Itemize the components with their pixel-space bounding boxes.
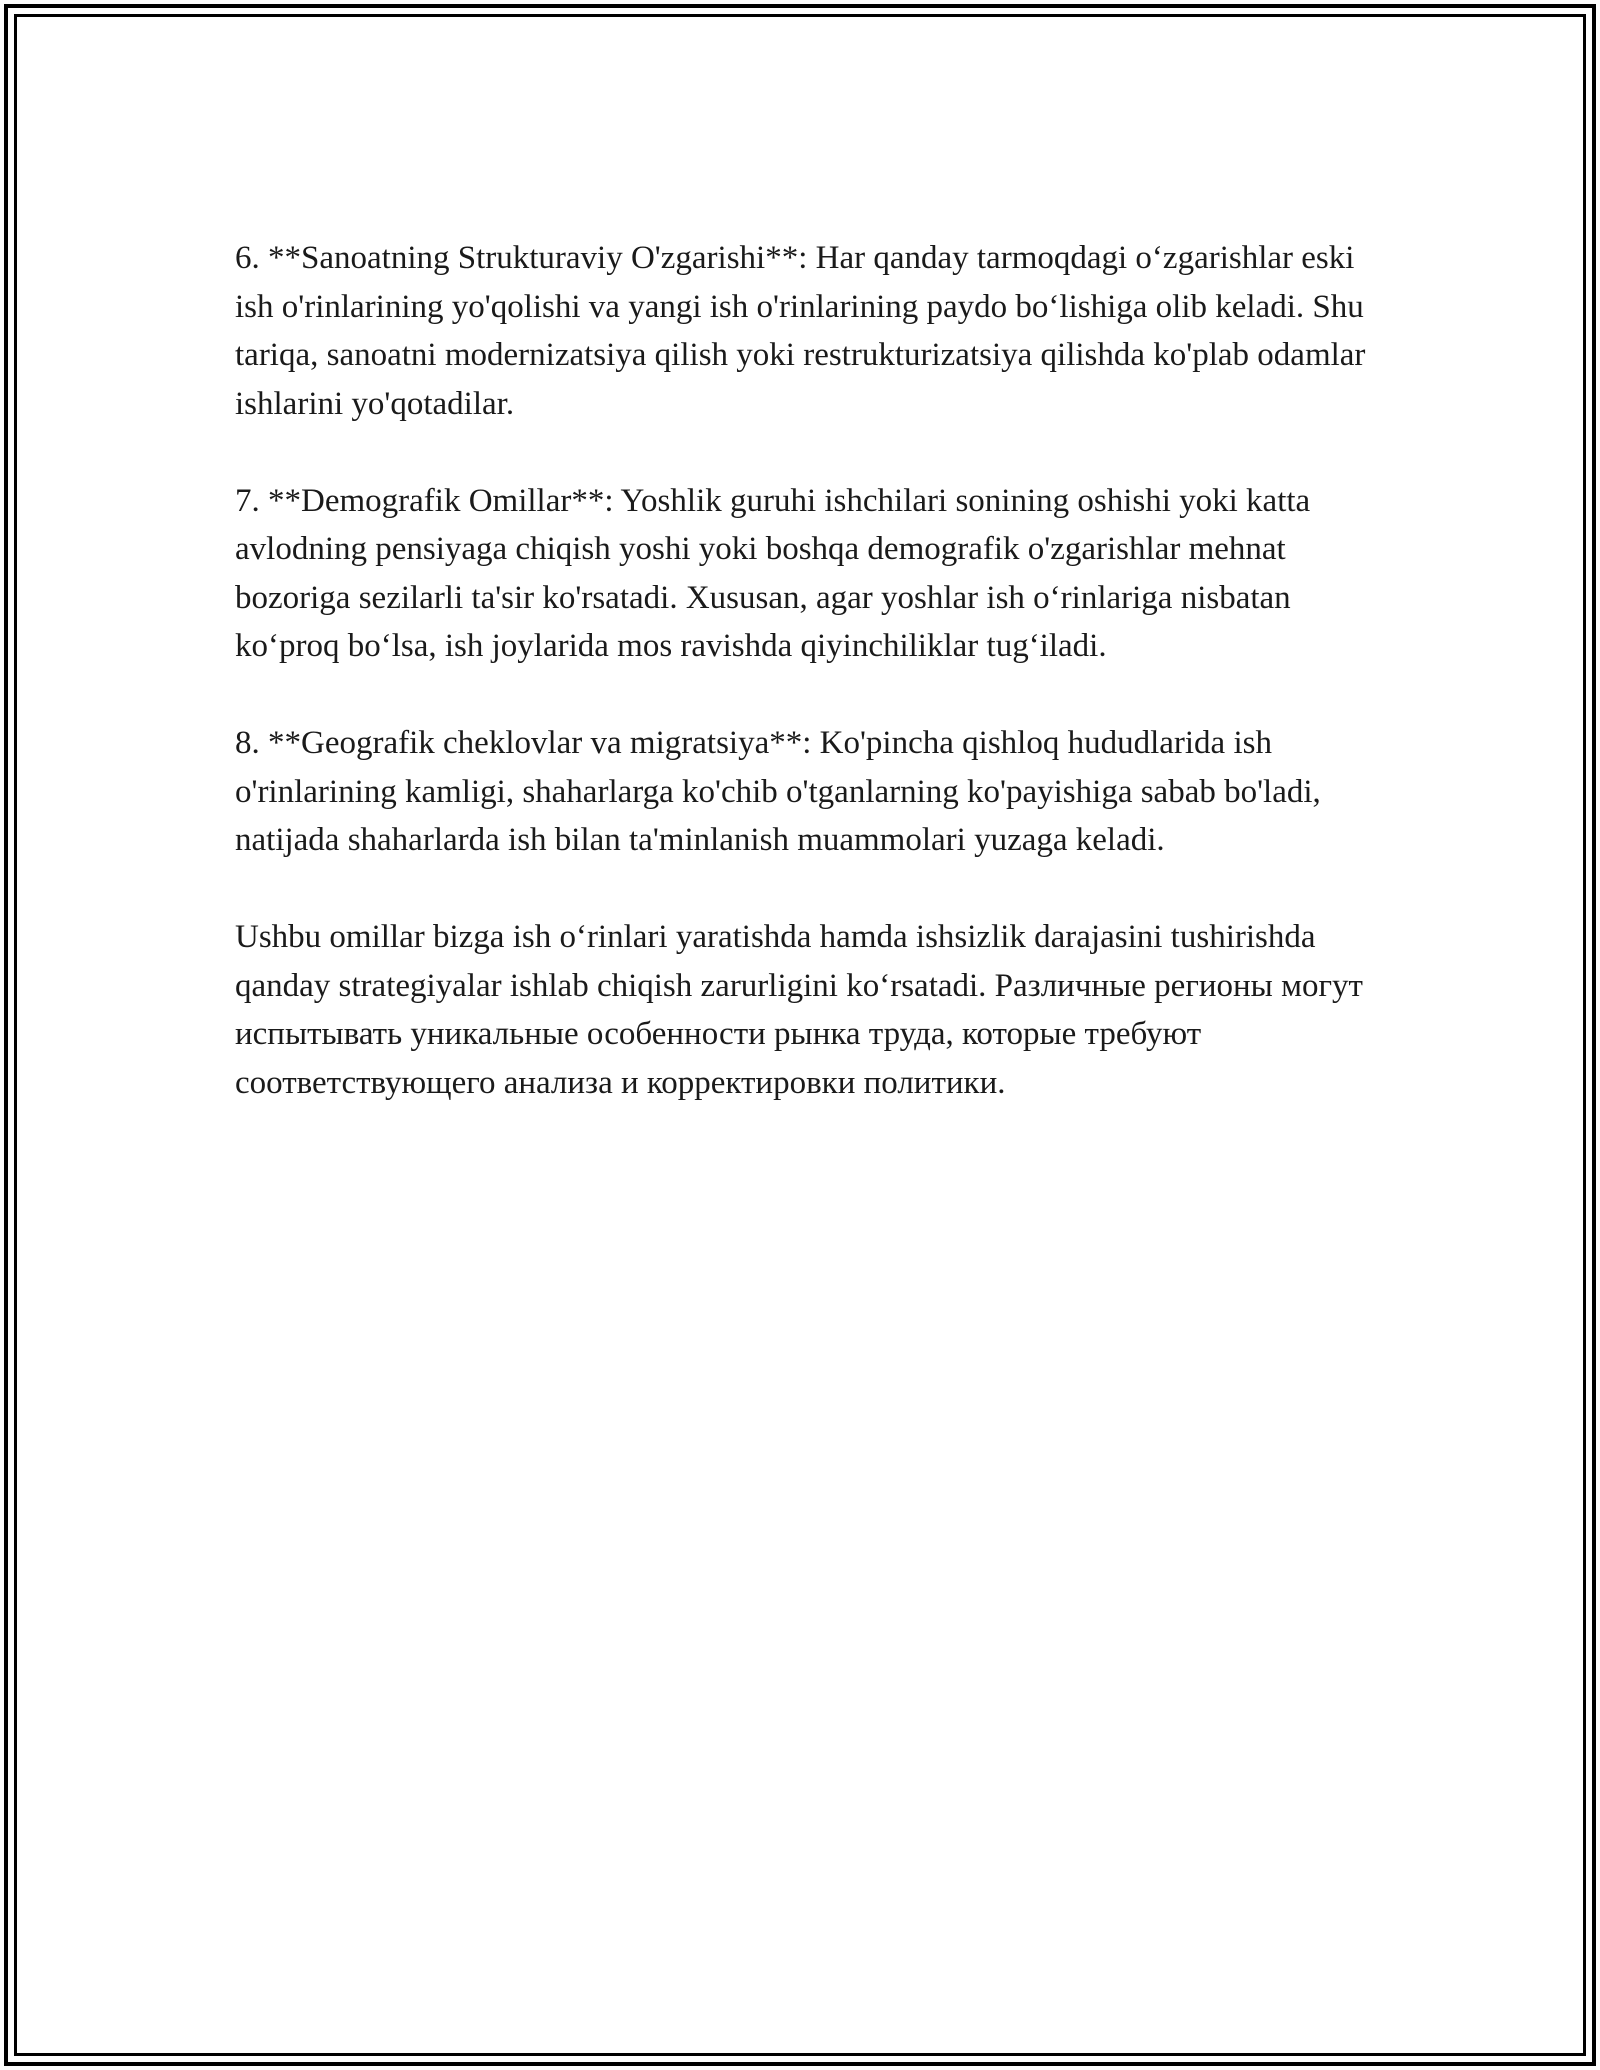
- paragraph-item-7: 7. **Demografik Omillar**: Yoshlik guruhi ishchilari sonining oshishi yoki katta avlodning pensiyaga chiqish yoshi yoki boshqa demografik o'zgarishlar mehnat bozoriga sezilarli ta'sir ko'rsatadi. Xususan, agar yoshlar ish o‘rinlariga nisbatan ko‘proq bo‘lsa, ish joylarida mos ravishda qiyinchiliklar tug‘iladi.: [235, 482, 1311, 664]
- paragraph-conclusion: Ushbu omillar bizga ish o‘rinlari yaratishda hamda ishsizlik darajasini tushirishda qanday strategiyalar ishlab chiqish zarurligini ko‘rsatadi. Различные регионы могут испытывать уникальные особенности рынка труда, которые требуют соответствующего анализа и корректировки политики.: [235, 919, 1363, 1101]
- paragraph-item-8: 8. **Geografik cheklovlar va migratsiya**: Ko'pincha qishloq hududlarida ish o'rinlarining kamligi, shaharlarga ko'chib o'tganlarning ko'payishiga sabab bo'ladi, natijada shaharlarda ish bilan ta'minlanish muammolari yuzaga keladi.: [235, 725, 1321, 858]
- document-body: [235, 234, 1385, 1156]
- paragraph-item-6: 6. **Sanoatning Strukturaviy O'zgarishi**: Har qanday tarmoqdagi o‘zgarishlar eski ish o'rinlarining yo'qolishi va yangi ish o'rinlarining paydo bo‘lishiga olib keladi. Shu tariqa, sanoatni modernizatsiya qilish yoki restrukturizatsiya qilishda ko'plab odamlar ishlarini yo'qotadilar.: [235, 240, 1366, 422]
